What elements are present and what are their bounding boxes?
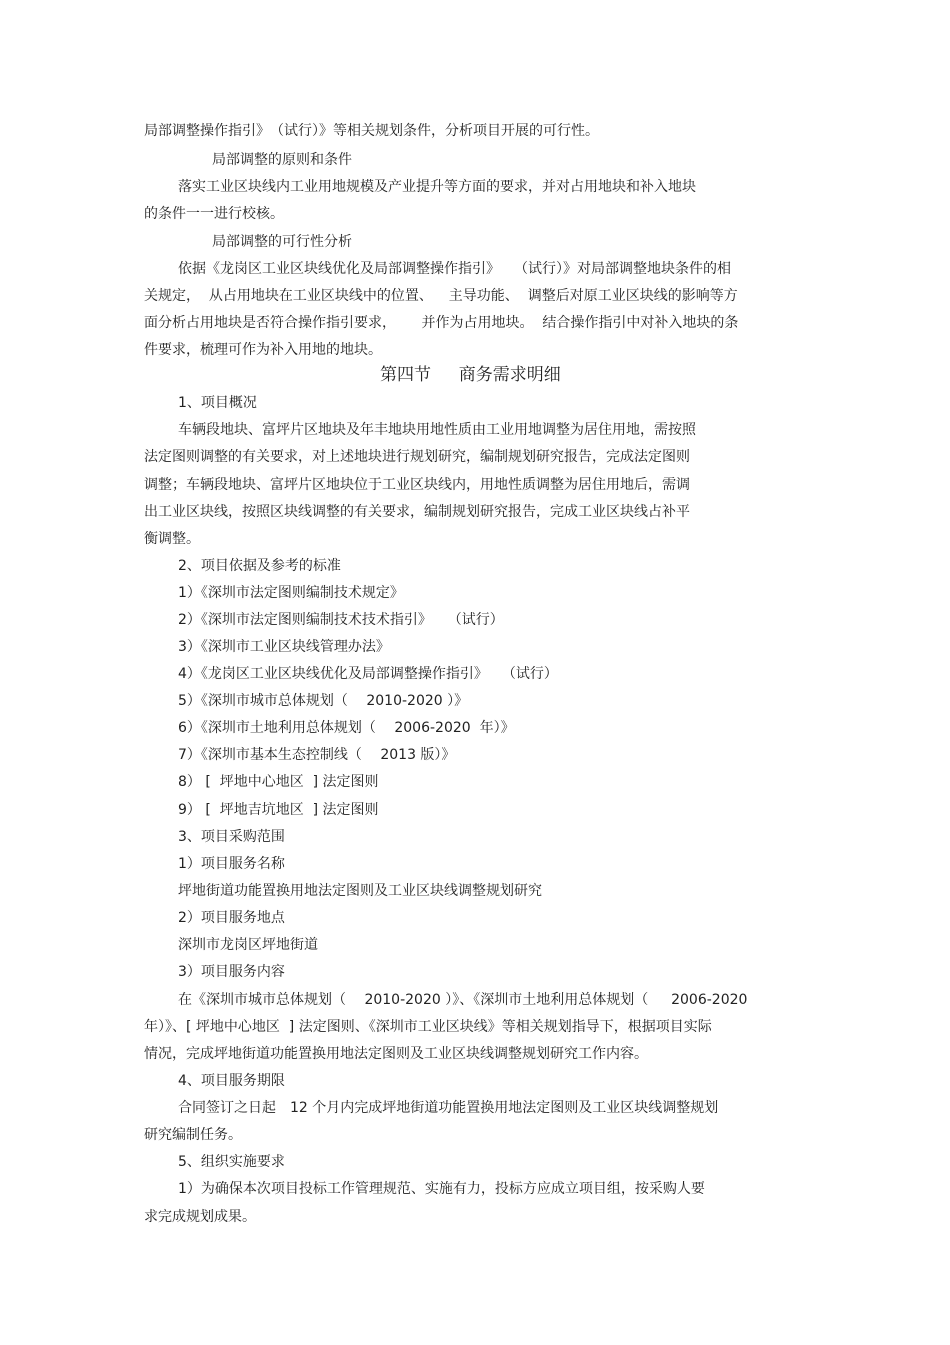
section-heading: 5、组织实施要求 xyxy=(178,1154,285,1170)
list-item: 1）《深圳市法定图则编制技术规定》 xyxy=(178,585,404,601)
list-item: 7）《深圳市基本生态控制线（ 2013 版）》 xyxy=(178,747,456,763)
list-item: 2）《深圳市法定图则编制技术技术指引》 （试行） xyxy=(178,612,504,628)
subheading: 局部调整的原则和条件 xyxy=(212,152,352,168)
section-title: 第四节 商务需求明细 xyxy=(380,365,561,385)
text-line: 落实工业区块线内工业用地规模及产业提升等方面的要求，并对占用地块和补入地块 xyxy=(178,179,696,195)
text-line: 年）》、[ 坪地中心地区 ] 法定图则、《深圳市工业区块线》等相关规划指导下，根据项目实际 xyxy=(144,1019,712,1035)
list-item: 3）《深圳市工业区块线管理办法》 xyxy=(178,639,390,655)
text-line: 研究编制任务。 xyxy=(144,1127,242,1143)
section-heading: 2、项目依据及参考的标准 xyxy=(178,558,341,574)
text-line: 车辆段地块、富坪片区地块及年丰地块用地性质由工业用地调整为居住用地，需按照 xyxy=(178,422,696,438)
text-line: 局部调整操作指引》 （试行）》等相关规划条件，分析项目开展的可行性。 xyxy=(144,123,599,139)
list-item: 6）《深圳市土地利用总体规划（ 2006-2020 年）》 xyxy=(178,720,515,736)
text-line: 调整；车辆段地块、富坪片区地块位于工业区块线内，用地性质调整为居住用地后，需调 xyxy=(144,477,690,493)
list-item: 5）《深圳市城市总体规划（ 2010-2020 ）》 xyxy=(178,693,469,709)
text-line: 面分析占用地块是否符合操作指引要求， 并作为占用地块。 结合操作指引中对补入地块的条 xyxy=(144,315,739,331)
text-line: 依据《龙岗区工业区块线优化及局部调整操作指引》 （试行）》对局部调整地块条件的相 xyxy=(178,261,731,277)
subheading: 1）项目服务名称 xyxy=(178,856,285,872)
text-line: 在《深圳市城市总体规划（ 2010-2020 ）》、《深圳市土地利用总体规划（ 2006-2020 xyxy=(178,992,748,1008)
text-line: 关规定， 从占用地块在工业区块线中的位置、 主导功能、 调整后对原工业区块线的影响等方 xyxy=(144,288,738,304)
text-line: 的条件一一进行校核。 xyxy=(144,206,284,222)
section-heading: 4、项目服务期限 xyxy=(178,1073,285,1089)
section-heading: 1、项目概况 xyxy=(178,395,257,411)
subheading: 2）项目服务地点 xyxy=(178,910,285,926)
list-item: 4）《龙岗区工业区块线优化及局部调整操作指引》 （试行） xyxy=(178,666,558,682)
text-line: 件要求，梳理可作为补入用地的地块。 xyxy=(144,342,382,358)
text-line: 坪地街道功能置换用地法定图则及工业区块线调整规划研究 xyxy=(178,883,542,899)
list-item: 9） [ 坪地吉坑地区 ] 法定图则 xyxy=(178,802,379,818)
section-heading: 3、项目采购范围 xyxy=(178,829,285,845)
text-line: 1）为确保本次项目投标工作管理规范、实施有力，投标方应成立项目组，按采购人要 xyxy=(178,1181,705,1197)
text-line: 衡调整。 xyxy=(144,531,200,547)
text-line: 合同签订之日起 12 个月内完成坪地街道功能置换用地法定图则及工业区块线调整规划 xyxy=(178,1100,719,1116)
subheading: 局部调整的可行性分析 xyxy=(212,234,352,250)
list-item: 8） [ 坪地中心地区 ] 法定图则 xyxy=(178,774,379,790)
text-line: 深圳市龙岗区坪地街道 xyxy=(178,937,318,953)
subheading: 3）项目服务内容 xyxy=(178,964,285,980)
text-line: 出工业区块线，按照区块线调整的有关要求，编制规划研究报告，完成工业区块线占补平 xyxy=(144,504,690,520)
text-line: 情况，完成坪地街道功能置换用地法定图则及工业区块线调整规划研究工作内容。 xyxy=(144,1046,648,1062)
text-line: 求完成规划成果。 xyxy=(144,1209,256,1225)
text-line: 法定图则调整的有关要求，对上述地块进行规划研究，编制规划研究报告，完成法定图则 xyxy=(144,449,690,465)
